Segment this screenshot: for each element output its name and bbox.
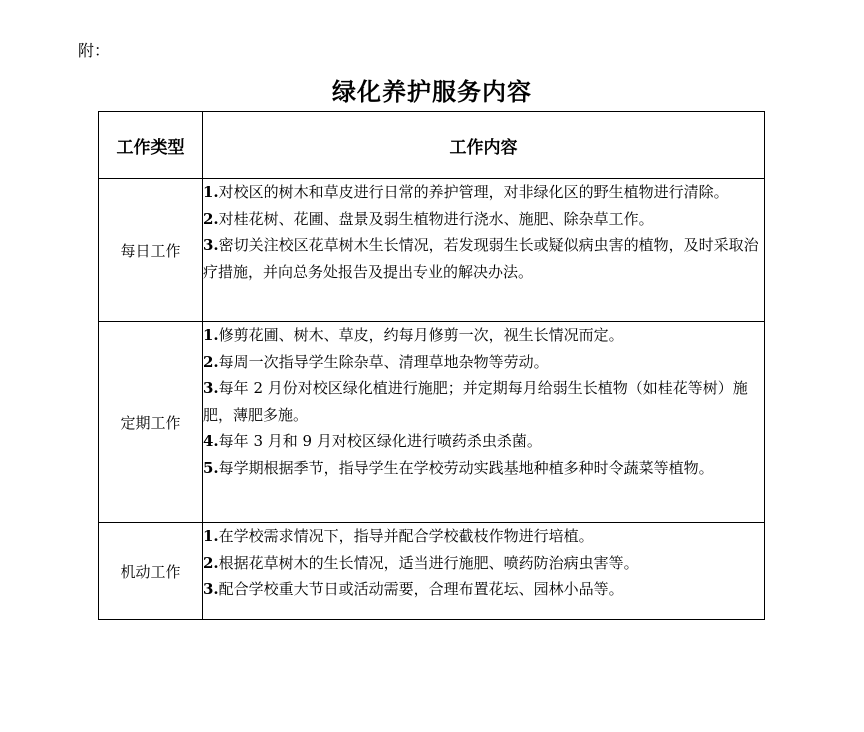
work-content-cell (203, 523, 765, 620)
content-item: 2.对桂花树、花圃、盘景及弱生植物进行浇水、施肥、除杂草工作。 (203, 209, 654, 228)
table-row-periodic (99, 322, 765, 523)
content-item: 4.每年 3 月和 9 月对校区绿化进行喷药杀虫杀菌。 (203, 432, 542, 450)
work-type-cell: 每日工作 (99, 179, 203, 322)
service-content-table (98, 111, 765, 620)
content-item: 1.修剪花圃、树木、草皮，约每月修剪一次，视生长情况而定。 (203, 326, 624, 344)
content-item: 1.对校区的树木和草皮进行日常的养护管理，对非绿化区的野生植物进行清除。 (203, 183, 729, 201)
content-item: 1.在学校需求情况下，指导并配合学校截枝作物进行培植。 (203, 527, 594, 545)
content-item: 2.每周一次指导学生除杂草、清理草地杂物等劳动。 (203, 352, 549, 371)
table-row-flexible (99, 523, 765, 620)
work-type-cell: 定期工作 (99, 322, 203, 523)
work-type-cell: 机动工作 (99, 523, 203, 620)
content-item: 3.配合学校重大节日或活动需要，合理布置花坛、园林小品等。 (203, 580, 624, 598)
table-header-row (99, 112, 765, 179)
content-item: 3.每年 2 月份对校区绿化植进行施肥；并定期每月给弱生长植物（如桂花等树）施肥，薄肥多施。 (203, 379, 748, 424)
attachment-label: 附： (78, 41, 111, 60)
work-content-cell (203, 322, 765, 523)
content-item: 3.密切关注校区花草树木生长情况，若发现弱生长或疑似病虫害的植物，及时采取治疗措施，并向总务处报告及提出专业的解决办法。 (203, 236, 759, 281)
content-item: 2.根据花草树木的生长情况，适当进行施肥、喷药防治病虫害等。 (203, 553, 639, 572)
document-title: 绿化养护服务内容 (332, 77, 532, 106)
work-content-cell (203, 179, 765, 322)
header-work-content: 工作内容 (203, 112, 765, 179)
table-row-daily (99, 179, 765, 322)
content-item: 5.每学期根据季节，指导学生在学校劳动实践基地种植多种时令蔬菜等植物。 (203, 458, 714, 477)
header-work-type: 工作类型 (99, 112, 203, 179)
